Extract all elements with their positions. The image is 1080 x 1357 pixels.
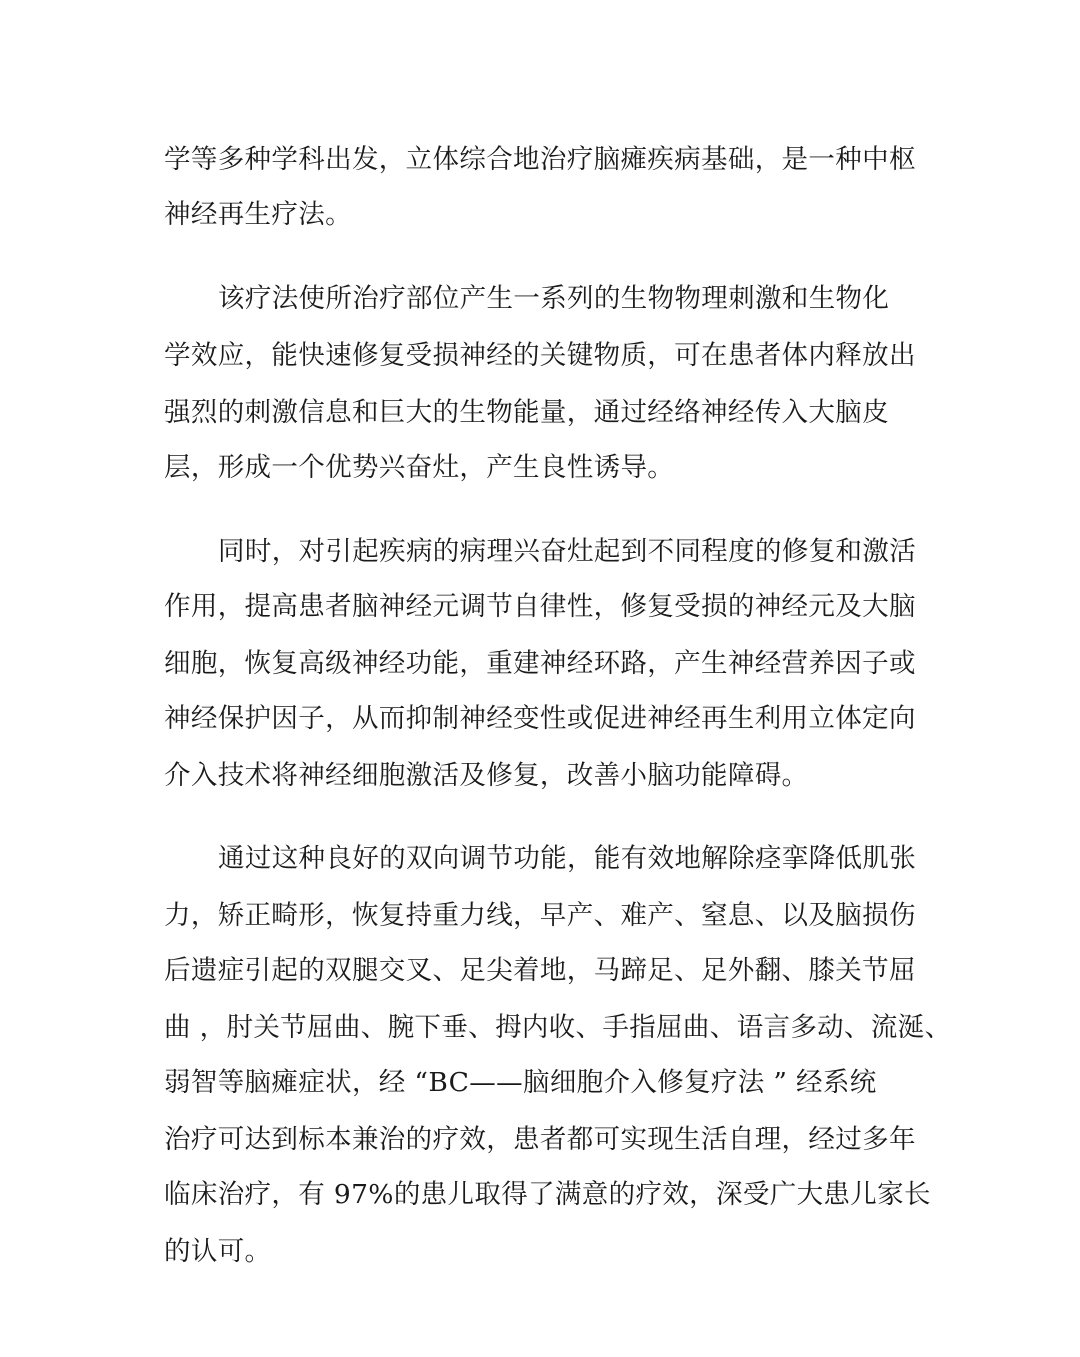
text-line: 治疗可达到标本兼治的疗效，患者都可实现生活自理，经过多年 xyxy=(164,1124,916,1155)
text-line: 学效应，能快速修复受损神经的关键物质，可在患者体内释放出 xyxy=(164,340,916,371)
text-line: 曲 ，肘关节屈曲、腕下垂、拇内收、手指屈曲、语言多动、流涎、 xyxy=(164,1012,952,1043)
text-line: 细胞，恢复高级神经功能，重建神经环路，产生神经营养因子或 xyxy=(164,648,916,679)
text-line: 作用，提高患者脑神经元调节自律性，修复受损的神经元及大脑 xyxy=(164,591,916,622)
text-line: 力，矫正畸形，恢复持重力线，早产、难产、窒息、以及脑损伤 xyxy=(164,900,916,931)
text-line: 后遗症引起的双腿交叉、足尖着地，马蹄足、足外翻、膝关节屈 xyxy=(164,955,916,986)
text-line: 该疗法使所治疗部位产生一系列的生物物理刺激和生物化 xyxy=(218,283,890,314)
text-line: 神经再生疗法。 xyxy=(164,199,352,230)
text-line: 强烈的刺激信息和巨大的生物能量，通过经络神经传入大脑皮 xyxy=(164,397,889,428)
text-line: 的认可。 xyxy=(164,1236,272,1267)
text-line: 学等多种学科出发，立体综合地治疗脑瘫疾病基础，是一种中枢 xyxy=(164,144,916,175)
text-line: 介入技术将神经细胞激活及修复，改善小脑功能障碍。 xyxy=(164,760,809,791)
text-line: 弱智等脑瘫症状，经 “BC——脑细胞介入修复疗法 ” 经系统 xyxy=(164,1067,877,1098)
text-line: 通过这种良好的双向调节功能，能有效地解除痉挛降低肌张 xyxy=(218,843,917,874)
text-line: 层，形成一个优势兴奋灶，产生良性诱导。 xyxy=(164,452,675,483)
text-line: 神经保护因子，从而抑制神经变性或促进神经再生利用立体定向 xyxy=(164,703,916,734)
text-line: 临床治疗，有 97%的患儿取得了满意的疗效，深受广大患儿家长 xyxy=(164,1179,931,1210)
text-line: 同时，对引起疾病的病理兴奋灶起到不同程度的修复和激活 xyxy=(218,536,917,567)
